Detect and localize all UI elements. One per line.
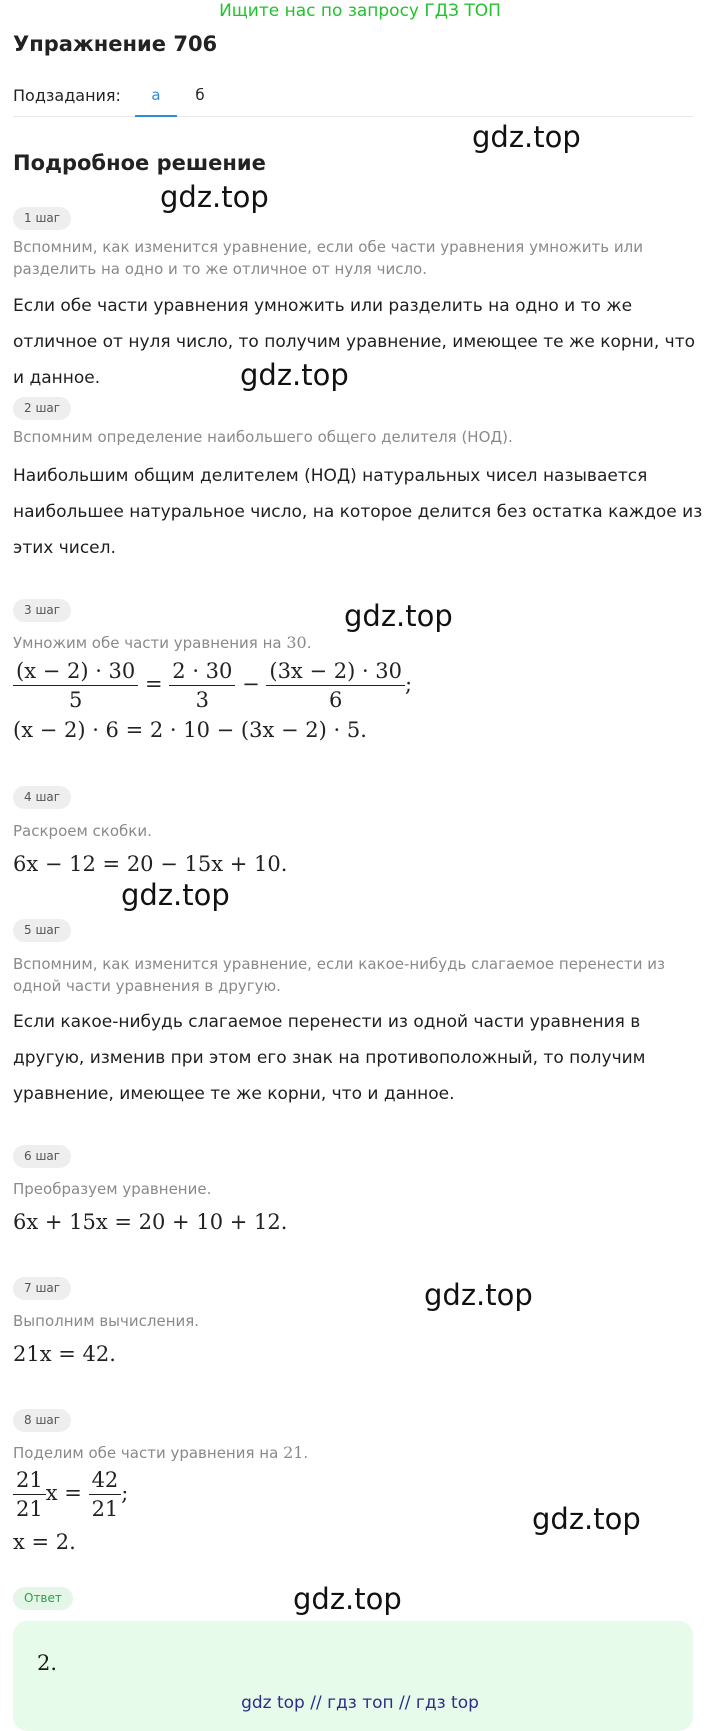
step-badge: 7 шаг: [13, 1277, 71, 1300]
answer-value: 2.: [37, 1651, 58, 1675]
fraction: $\frac{2 \cdot 30}{3}$: [169, 657, 235, 714]
step-hint: Поделим обе части уравнения на 21.: [13, 1443, 309, 1462]
answer-box: [13, 1621, 693, 1731]
step-badge: 2 шаг: [13, 397, 71, 420]
subtasks-row: [13, 82, 693, 117]
step-body: Если какое-нибудь слагаемое перенести из одной части уравнения в другую, изменив при этом его знак на противоположный, то получим уравнение, имеющее те же корни, что и данное.: [13, 1012, 646, 1104]
step-body: Если обе части уравнения умножить или разделить на одно и то же отличное от нуля число, то получим уравнение, имеющее те же корни, что и данное.: [13, 296, 695, 388]
watermark: gdz.top: [532, 1502, 641, 1536]
equation: $\frac{21}{21}$ x = $\frac{42}{21}$ ;: [13, 1466, 128, 1523]
watermark: gdz.top: [160, 180, 269, 214]
step-badge: 1 шаг: [13, 207, 71, 230]
step-hint: Преобразуем уравнение.: [13, 1180, 212, 1198]
page-title: Упражнение 706: [13, 32, 218, 56]
hint-text: Поделим обе части уравнения на: [13, 1444, 279, 1462]
fraction: $\frac{(3x - 2) \cdot 30}{6}$: [266, 657, 405, 714]
answer-badge: Ответ: [13, 1587, 73, 1610]
section-title: Подробное решение: [13, 151, 266, 175]
watermark: gdz.top: [344, 599, 453, 633]
equation: $\frac{(x - 2) \cdot 30}{5}$ = $\frac{2 \cdot 30}{3}$ − $\frac{(3x - 2) \cdot 30}{6}$ ;: [13, 657, 412, 714]
step-hint: Вспомним, как изменится уравнение, если какое-нибудь слагаемое перенести из одной части уравнения в другую.: [13, 955, 665, 995]
footer-links[interactable]: gdz top // гдз топ // гдз top: [241, 1693, 479, 1713]
watermark: gdz.top: [121, 878, 230, 912]
step-badge: 6 шаг: [13, 1145, 71, 1168]
step-hint: Вспомним, как изменится уравнение, если обе части уравнения умножить или разделить на одно и то же отличное от нуля число.: [13, 238, 643, 278]
watermark: gdz.top: [240, 358, 349, 392]
equation: 6x + 15x = 20 + 10 + 12.: [13, 1210, 288, 1234]
equation: (x − 2) · 6 = 2 · 10 − (3x − 2) · 5.: [13, 718, 367, 742]
step-hint: Раскроем скобки.: [13, 822, 152, 840]
step-badge: 5 шаг: [13, 919, 71, 942]
hint-number: 30: [286, 633, 307, 652]
equation: x = 2.: [13, 1530, 76, 1554]
watermark: gdz.top: [472, 120, 581, 154]
equation: 6x − 12 = 20 − 15x + 10.: [13, 852, 288, 876]
step-body: Наибольшим общим делителем (НОД) натуральных чисел называется наибольшее натуральное число, на которое делится без остатка каждое из этих чисел.: [13, 466, 703, 558]
fraction: $\frac{(x - 2) \cdot 30}{5}$: [13, 657, 138, 714]
tab-a[interactable]: а: [135, 86, 177, 117]
step-hint: Вспомним определение наибольшего общего делителя (НОД).: [13, 428, 513, 446]
step-badge: 4 шаг: [13, 786, 71, 809]
hint-text: Умножим обе части уравнения на: [13, 634, 282, 652]
hint-number: 21: [283, 1443, 304, 1462]
tab-b[interactable]: б: [195, 86, 205, 104]
step-hint: Умножим обе части уравнения на 30.: [13, 633, 312, 652]
watermark: gdz.top: [424, 1278, 533, 1312]
fraction: $\frac{42}{21}$: [89, 1466, 122, 1523]
equation: 21x = 42.: [13, 1342, 116, 1366]
subtasks-label: Подзадания:: [13, 86, 121, 105]
step-badge: 3 шаг: [13, 599, 71, 622]
step-badge: 8 шаг: [13, 1409, 71, 1432]
search-banner: Ищите нас по запросу ГДЗ ТОП: [219, 1, 501, 21]
fraction: $\frac{21}{21}$: [13, 1466, 46, 1523]
watermark: gdz.top: [293, 1582, 402, 1616]
step-hint: Выполним вычисления.: [13, 1312, 200, 1330]
